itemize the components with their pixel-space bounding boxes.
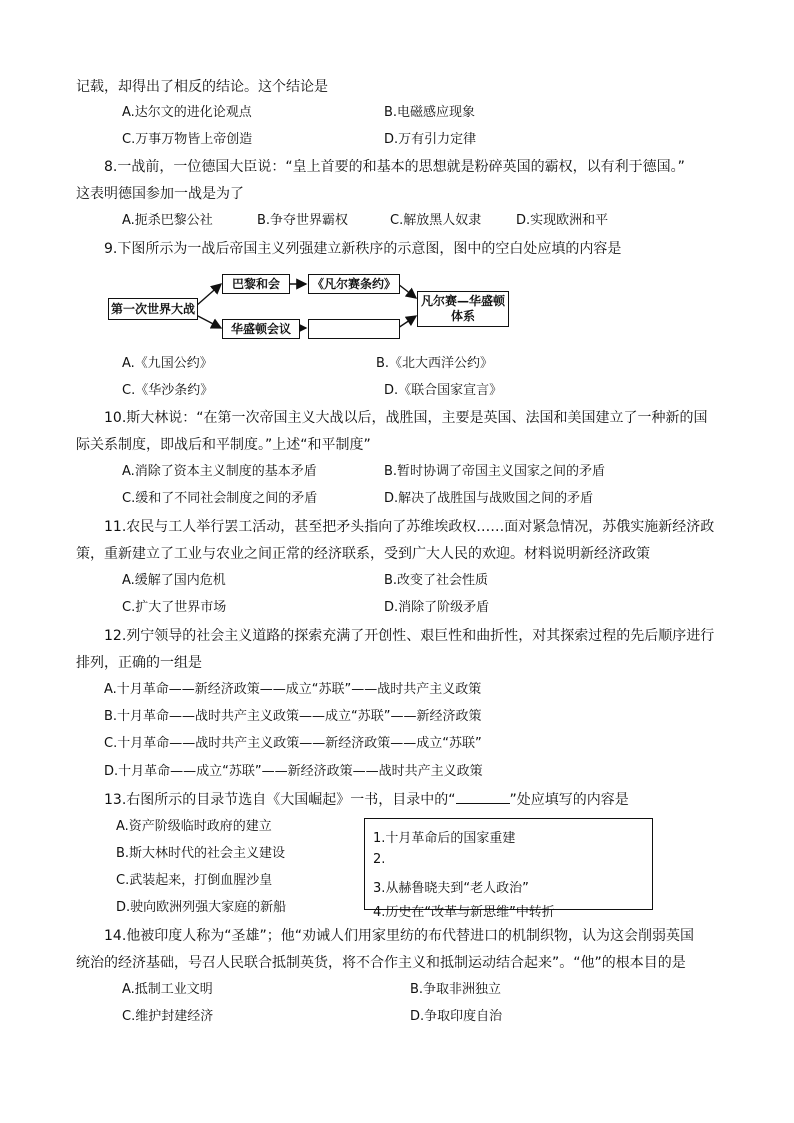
toc-item-3: 3.从赫鲁晓夫到“老人政治” [373, 881, 529, 896]
box-paris-conference: 巴黎和会 [222, 274, 290, 294]
toc-item-4: 4.历史在“改革与新思维”中转折 [373, 905, 555, 920]
q10-option-d[interactable]: D.解决了战胜国与战败国之间的矛盾 [384, 491, 594, 506]
q11-option-c[interactable]: C.扩大了世界市场 [122, 600, 227, 615]
q11-stem-line2: 策，重新建立了工业与农业之间正常的经济联系，受到广大人民的欢迎。材料说明新经济政策 [76, 546, 650, 562]
q10-option-b[interactable]: B.暂时协调了帝国主义国家之间的矛盾 [384, 464, 606, 479]
box-blank [308, 319, 400, 339]
q13-blank [456, 790, 510, 804]
q10-option-c[interactable]: C.缓和了不同社会制度之间的矛盾 [122, 491, 318, 506]
box-ww1: 第一次世界大战 [108, 298, 198, 320]
q13-option-c[interactable]: C.武装起来，打倒血腥沙皇 [116, 873, 273, 888]
q7-option-c[interactable]: C.万事万物皆上帝创造 [122, 132, 253, 147]
q8-stem-line2: 这表明德国参加一战是为了 [76, 186, 244, 202]
q8-option-d[interactable]: D.实现欧洲和平 [516, 213, 609, 228]
q13-stem-pre: 13.右图所示的目录节选自《大国崛起》一书，目录中的“ [104, 792, 456, 808]
table-of-contents-box [364, 818, 653, 920]
q14-option-a[interactable]: A.抵制工业文明 [122, 982, 213, 997]
q12-stem-line1: 12.列宁领导的社会主义道路的探索充满了开创性、艰巨性和曲折性，对其探索过程的先后顺序进行 [104, 628, 715, 644]
q14-option-b[interactable]: B.争取非洲独立 [410, 982, 502, 997]
box-washington-conference: 华盛顿会议 [222, 319, 300, 339]
q12-option-d[interactable]: D.十月革命——成立“苏联”——新经济政策——战时共产主义政策 [104, 764, 483, 779]
q11-option-b[interactable]: B.改变了社会性质 [384, 573, 489, 588]
q8-stem-line1: 8.一战前，一位德国大臣说：“皇上首要的和基本的思想就是粉碎英国的霸权，以有利于德国。” [104, 159, 685, 175]
arrow-blank-to-system [398, 316, 416, 328]
box-versailles-washington-system [417, 291, 509, 327]
system-label-line2: 体系 [450, 309, 475, 323]
q12-option-c[interactable]: C.十月革命——战时共产主义政策——新经济政策——成立“苏联” [104, 736, 482, 751]
box-versailles-treaty: 《凡尔赛条约》 [308, 274, 400, 294]
q9-option-c[interactable]: C.《华沙条约》 [122, 383, 214, 398]
q10-option-a[interactable]: A.消除了资本主义制度的基本矛盾 [122, 464, 317, 479]
q12-option-b[interactable]: B.十月革命——战时共产主义政策——成立“苏联”——新经济政策 [104, 709, 482, 724]
q9-option-b[interactable]: B.《北大西洋公约》 [376, 356, 494, 371]
q7-option-a[interactable]: A.达尔文的进化论观点 [122, 105, 252, 120]
q7-option-d[interactable]: D.万有引力定律 [384, 132, 477, 147]
q10-stem-line2: 际关系制度，即战后和平制度。”上述“和平制度” [76, 437, 371, 453]
system-label-line1: 凡尔赛—华盛顿 [420, 294, 505, 308]
q12-stem-line2: 排列，正确的一组是 [76, 655, 202, 671]
toc-item-1: 1.十月革命后的国家重建 [373, 831, 516, 846]
q11-stem-line1: 11.农民与工人举行罢工活动，甚至把矛头指向了苏维埃政权……面对紧急情况，苏俄实施新经济政 [104, 519, 715, 535]
q13-stem [104, 790, 629, 809]
q10-stem-line1: 10.斯大林说：“在第一次帝国主义大战以后，战胜国，主要是英国、法国和美国建立了一种新的国 [104, 410, 708, 426]
q14-option-c[interactable]: C.维护封建经济 [122, 1009, 214, 1024]
q14-stem-line1: 14.他被印度人称为“圣雄”；他“劝诫人们用家里纺的布代替进口的机制织物，认为这会削弱英国 [104, 928, 695, 944]
q9-option-d[interactable]: D.《联合国家宣言》 [384, 383, 503, 398]
q14-option-d[interactable]: D.争取印度自治 [410, 1009, 503, 1024]
q8-option-a[interactable]: A.扼杀巴黎公社 [122, 213, 213, 228]
q7-option-b[interactable]: B.电磁感应现象 [384, 105, 476, 120]
q8-option-b[interactable]: B.争夺世界霸权 [257, 213, 349, 228]
q11-option-d[interactable]: D.消除了阶级矛盾 [384, 600, 490, 615]
q14-stem-line2: 统治的经济基础，号召人民联合抵制英货，将不合作主义和抵制运动结合起来”。“他”的根本目的是 [76, 955, 686, 971]
q9-stem: 9.下图所示为一战后帝国主义列强建立新秩序的示意图，图中的空白处应填的内容是 [104, 241, 622, 257]
q9-option-a[interactable]: A.《九国公约》 [122, 356, 213, 371]
arrow-versailles-to-system [398, 284, 416, 298]
q8-option-c[interactable]: C.解放黑人奴隶 [390, 213, 482, 228]
q13-option-d[interactable]: D.驶向欧洲列强大家庭的新船 [116, 900, 287, 915]
q13-option-b[interactable]: B.斯大林时代的社会主义建设 [116, 846, 286, 861]
diagram-arrows [0, 0, 794, 400]
toc-item-2: 2. [373, 852, 386, 867]
arrow-ww1-to-paris [196, 284, 221, 306]
q12-option-a[interactable]: A.十月革命——新经济政策——成立“苏联”——战时共产主义政策 [104, 682, 482, 697]
arrow-ww1-to-washington [196, 315, 221, 328]
q13-option-a[interactable]: A.资产阶级临时政府的建立 [116, 819, 272, 834]
q13-stem-post: ”处应填写的内容是 [509, 792, 629, 808]
q11-option-a[interactable]: A.缓解了国内危机 [122, 573, 226, 588]
q7-stem-continuation: 记载，却得出了相反的结论。这个结论是 [76, 79, 328, 95]
